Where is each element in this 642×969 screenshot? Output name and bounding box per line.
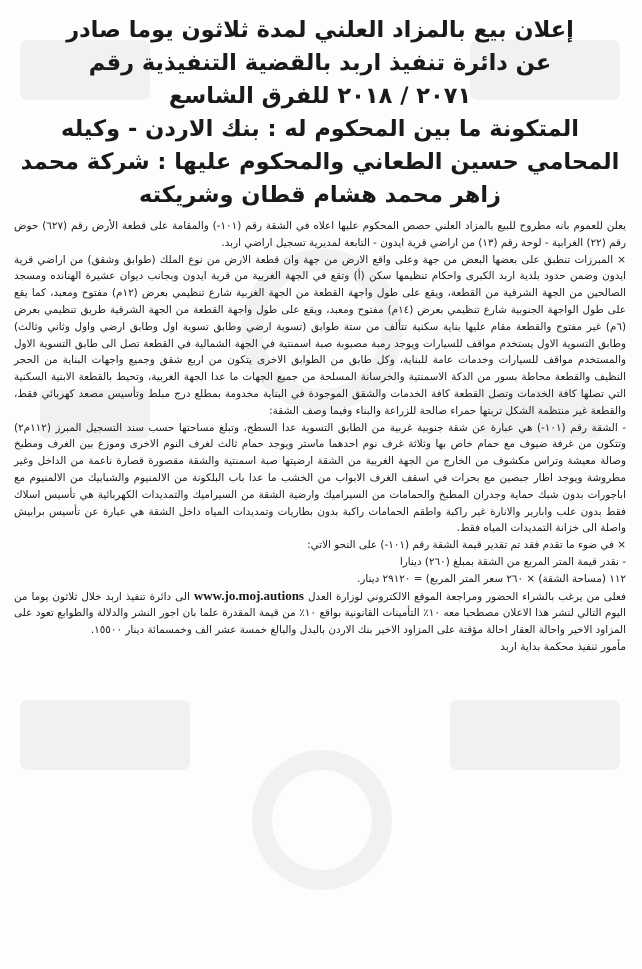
headline-line: إعلان بيع بالمزاد العلني لمدة ثلاثون يوما صادر [66,17,574,43]
body-paragraph-total-value: ١١٢ (مساحة الشقة) × ٢٦٠ سعر المتر المربع) = ٢٩١٢٠ دينار. [357,572,626,585]
body-paragraph-property-description: × المبرزات تنطبق على بعضها البعض من جهة وعلى واقع الارض من جهة وان قطعة الارض من نوع الملك (طوابق وشقق) من اراضي قرية ايدون وضمن حدود بلدية اربد الكبرى واحكام تنظيمها سكن (أ) وتقع في الجهة الغربية من قرية ايدون وبجانب ديوان عشيرة الهنانده ومسجد الصالحين من الجهة الشرقية من القطعة، ويقع على طول واجهة القطعة من الجهة الغربية شارع تنظيمي بعرض (١٢م) مفتوح ومعبد، كما يقع على طول الواجهة الجنوبية شارع تنظيمي بعرض (١٤م) مفتوح ومعبد، ويقع على طول واجهة القطعة من الجهة الشرقية طريق تنظيمي بعرض (٦م) غير مفتوح والقطعة مقام عليها بناية سكنية تتألف من ستة طوابق (تسوية ارضي وطابق تسوية اول وطابق ارضي واول وثاني وثالث) وطابق التسوية الاول يستخدم مواقف للسيارات ويوجد رمبة مصبوبة صبة اسمنتية في الجهة الشمالية في القطعة تصل الى طابق التسوية الاول والمستخدم مواقف للسيارات وخدمات عامة للبناية، وكل طابق من الطوابق الاخرى يتكون من اربع شقق وجميع واجهات البناية من الحجر النظيف والقطعة محاطة بسور من الدكة الاسمنتية والخرسانة المسلحة من جميع الجهات ما عدا الجهة الغربية، وتحيط بالقطعة الابنية السكنية التي تصلها كافة الخدمات وتصل القطعة كافة الخدمات والشقق الموجودة في البناية مخدومة بمطلع درج مبلط وتأسيس مصعد كهربائي فقط، والقطعة غير منتظمة الشكل تربتها حمراء صالحة للزراعة والبناء وفيما وصف الشقة: [14,253,626,417]
body-paragraph-valuation-heading: × في ضوء ما تقدم فقد تم تقدير قيمة الشقة رقم (١٠١-) على النحو الاتي: [307,539,626,552]
body-paragraph-intro: يعلن للعموم بانه مطروح للبيع بالمزاد العلني حصص المحكوم عليها اعلاه في الشقة رقم (١٠١-) والمقامة على قطعة الأرض رقم (٦٢٧) حوض رقم (٢٢) الغرابية - لوحة رقم (١٣) من اراضي قرية ايدون - التابعة لمديرية تسجيل اراضي اربد. [14,220,626,249]
body-paragraph-apartment-description: - الشقة رقم (١٠١-) هي عبارة عن شقة جنوبية غربية من الطابق التسوية عدا السطح، وتبلغ مساحتها حسب سند التسجيل المبرز (١١٢م٢) وتتكون من غرفة ضيوف مع حمام خاص بها وثلاثة غرف نوم احدهما ماستر ويوجد حمام ثالث لغرف النوم الاخرى وموزع بين الغرف ومطبخ وصالة معيشة وتراس مكشوف من الخارج من الجهة الغربية من الشقة ارضيتها صبة اسمنتية والشقة مقصورة قصارة ناعمة من الداخل وغير مطروشة ويوجد اطار جبصين مع بحرات في اسقف الغرف الابواب من الخشب ما عدا باب البلكونة من الالمنيوم والشبابيك من الالمنيوم مع اباجورات بدون شبك حماية وجدران المطبخ والحمامات من السيراميك وارضية الشقة من السيراميك والتمديدات الكهربائية هي تأسيس اسلاك فقط بدون علب وابارير والانارة غير راكبة واطقم الحمامات راكبة بدون بطاريات وتمديدات المياه داخل الشقة هي عبارة عن تأسيس برابيش واصلة الى خزانة التمديدات المياه فقط. [14,421,626,535]
headline-line: المتكونة ما بين المحكوم له : بنك الاردن - وكيله [61,116,579,142]
headline-line: عن دائرة تنفيذ اربد بالقضية التنفيذية رقم [88,50,552,76]
notice-body [14,218,626,656]
headline-line: ٢٠٧١ / ٢٠١٨ للفرق الشاسع [168,83,472,109]
signature-line: مأمور تنفيذ محكمة بداية اربد [500,640,626,653]
body-paragraph-price-per-meter: - نقدر قيمة المتر المربع من الشقة بمبلغ (٢٦٠) دينارا [399,555,626,568]
notice-headline [14,14,626,212]
closing-prefix: فعلى من يرغب بالشراء الحضور ومراجعة الموقع الالكتروني لوزارة العدل [307,590,626,603]
closing-rest: الى دائرة تنفيذ اربد خلال ثلاثون يوما من اليوم التالي لنشر هذا الاعلان مصطحبا معه ١٠٪ التأمينات القانونية بواقع ١٠٪ من قيمة المقدرة علما بان اجور النشر والدلالة والطوابع تعود على المزاود الاخير واحالة العقار احالة مؤقتة على المزاود الاخير بنك الاردن بالبدل والبالغ خمسة عشر الف وخمسمائة دينار ١٥٥٠٠. [14,590,626,637]
headline-line: زاهر محمد هشام قطان وشريكته [138,182,502,208]
headline-line: المحامي حسين الطعاني والمحكوم عليها : شركة محمد [20,149,620,175]
closing-paragraph [14,588,626,639]
ministry-website-link[interactable]: www.jo.moj.autions [193,587,304,603]
